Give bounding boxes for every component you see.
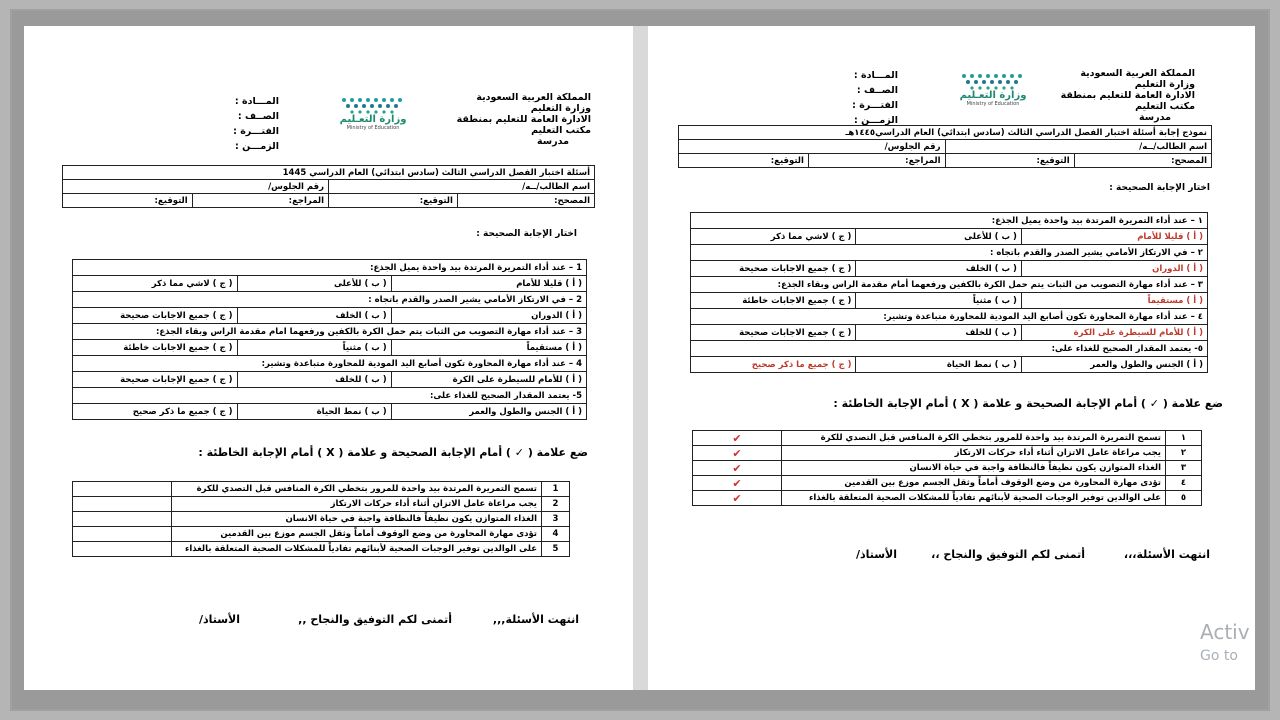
logo-text: وزارة التعـليم [339, 114, 407, 125]
row-number: ٣ [1166, 461, 1202, 476]
activation-watermark-title: Activ [1200, 620, 1250, 644]
option-c: ( ج ) جميع الاجابات خاطئة [73, 340, 238, 356]
answer-cell [73, 482, 172, 497]
page-separator [633, 26, 648, 690]
footer-end: انتهت الأسئلة,,, [492, 613, 579, 626]
option-c: ( ج ) جميع الاجابات صحيحة [73, 308, 238, 324]
question-text: ٢ – في الارتكاز الأمامي يشير الصدر والقدم باتجاه : [691, 245, 1208, 261]
row-number: 3 [542, 512, 570, 527]
row-number: 2 [542, 497, 570, 512]
answer-key-page [648, 26, 1255, 690]
statement: يجب مراعاة عامل الاتزان أثناء أداء حركات الارتكاز [172, 497, 542, 512]
option-a: ( أ ) مستقيماً [391, 340, 586, 356]
meta-subject: المـــادة : [853, 70, 898, 81]
seat-number-field: رقم الجلوس/ [679, 140, 946, 154]
option-a-correct: ( أ ) مستقيماً [1021, 293, 1207, 309]
meta-grade: الصــف : [856, 85, 898, 96]
seat-number-field: رقم الجلوس/ [63, 180, 329, 194]
statement: يجب مراعاة عامل الاتزان أثناء أداء حركات الارتكاز [782, 446, 1166, 461]
exam-meta [233, 94, 279, 154]
check-mark-icon: ✔ [693, 446, 782, 461]
activation-watermark-subtitle: Go to [1200, 648, 1238, 664]
meta-period: الفتـــرة : [233, 126, 279, 137]
signature-field: التوقيع: [945, 154, 1074, 168]
option-b: ( ب ) مثنياً [237, 340, 391, 356]
section-mcq-title: اختار الإجابة الصحيحة : [476, 229, 577, 239]
option-a: ( أ ) للأمام للسيطرة على الكرة [391, 372, 586, 388]
check-mark-icon: ✔ [693, 431, 782, 446]
row-number: ٤ [1166, 476, 1202, 491]
student-name-field: اسم الطالب/ــه/ [329, 180, 595, 194]
answer-cell [73, 512, 172, 527]
section-truefalse-title: ضع علامة ( ✓ ) أمام الإجابة الصحيحة و علامة ( X ) أمام الإجابة الخاطئة : [198, 446, 588, 459]
logo-subtext: Ministry of Education [966, 101, 1020, 107]
question-text: 3 – عند أداء مهارة التصويب من الثبات يتم حمل الكرة بالكفين ورفعهما امام مقدمة الراس وبقاء الجذع: [73, 324, 587, 340]
answer-cell [73, 527, 172, 542]
ministry-logo [338, 96, 408, 131]
footer-teacher: الأستاذ/ [198, 613, 240, 626]
school-header [457, 92, 591, 147]
option-a-correct: ( أ ) الدوران [1021, 261, 1207, 277]
option-b: ( ب ) نمط الحياة [856, 357, 1021, 373]
option-c: ( ج ) لاشي مما ذكر [73, 276, 238, 292]
option-a: ( أ ) قليلا للأمام [391, 276, 586, 292]
option-a: ( أ ) الدوران [391, 308, 586, 324]
statement: على الوالدين توفير الوجبات الصحية لأبنائهم تفادياً للمشكلات الصحية المتعلقة بالغذاء [172, 542, 542, 557]
header-line: المملكة العربية السعودية [1080, 68, 1195, 79]
option-b: ( ب ) مثنياً [856, 293, 1021, 309]
statement: الغذاء المتوازن يكون نظيفاً فالنظافة واجبة في حياة الانسان [172, 512, 542, 527]
option-a-correct: ( أ ) قليلا للأمام [1021, 229, 1207, 245]
header-line: مكتب التعليم [531, 125, 591, 136]
option-b: ( ب ) الخلف [237, 308, 391, 324]
logo-dots-icon [338, 96, 408, 114]
footer-end: انتهت الأسئلة،،، [1123, 548, 1210, 561]
option-c: ( ج ) لاشي مما ذكر [691, 229, 856, 245]
exam-title: نموذج إجابة أسئلة اختبار الفصل الدراسي الثالث (سادس ابتدائي) العام الدراسي١٤٤٥هـ [679, 126, 1212, 140]
question-text: 4 – عند أداء مهارة المحاورة تكون أصابع اليد المودية للمحاورة متباعدة وتشير: [73, 356, 587, 372]
logo-dots-icon [958, 72, 1028, 90]
header-line: مكتب التعليم [1135, 101, 1195, 112]
row-number: ١ [1166, 431, 1202, 446]
option-b: ( ب ) الخلف [856, 261, 1021, 277]
statement: تؤدى مهارة المحاورة من وضع الوقوف أماماً وثقل الجسم موزع بين القدمين [782, 476, 1166, 491]
header-line: مدرسة [1139, 112, 1171, 123]
exam-title: أسئلة اختبار الفصل الدراسي الثالث (سادس ابتدائي) العام الدراسي 1445 [63, 166, 595, 180]
logo-text: وزارة التعـليم [959, 90, 1027, 101]
meta-time: الزمـــن : [234, 141, 279, 152]
option-c-correct: ( ج ) جميع ما ذكر صحيح [691, 357, 856, 373]
row-number: 5 [542, 542, 570, 557]
option-a: ( أ ) الجنس والطول والعمر [1021, 357, 1207, 373]
statement: الغذاء المتوازن يكون نظيفاً فالنظافة واجبة في حياة الانسان [782, 461, 1166, 476]
section-mcq-title: اختار الإجابة الصحيحة : [1109, 183, 1210, 193]
row-number: 4 [542, 527, 570, 542]
reviewer-field: المراجع: [808, 154, 945, 168]
question-text: ١ – عند أداء التمريرة المرتدة بيد واحدة يميل الجذع: [691, 213, 1208, 229]
header-line: وزارة التعليم [530, 103, 591, 114]
meta-grade: الصــف : [237, 111, 279, 122]
option-b: ( ب ) نمط الحياة [237, 404, 391, 420]
footer-wish: أتمنى لكم التوفيق والنجاح ,, [298, 613, 452, 626]
statement: تسمح التمريرة المرتدة بيد واحدة للمرور بتخطي الكرة المنافس قبل التصدي للكرة [782, 431, 1166, 446]
question-text: ٥- يعتمد المقدار الصحيح للغذاء على: [691, 341, 1208, 357]
reviewer-field: المراجع: [192, 194, 328, 208]
header-line: مدرسة [537, 136, 569, 147]
row-number: ٥ [1166, 491, 1202, 506]
header-line: وزارة التعليم [1134, 79, 1195, 90]
question-text: 2 – في الارتكاز الأمامي يشير الصدر والقدم باتجاه : [73, 292, 587, 308]
signature-field: التوقيع: [63, 194, 193, 208]
question-text: 5- يعتمد المقدار الصحيح للغذاء على: [73, 388, 587, 404]
mcq-table [72, 259, 587, 420]
section-truefalse-title: ضع علامة ( ✓ ) أمام الإجابة الصحيحة و علامة ( X ) أمام الإجابة الخاطئة : [833, 397, 1223, 410]
logo-subtext: Ministry of Education [346, 125, 400, 131]
question-text: 1 – عند أداء التمريرة المرتدة بيد واحدة يميل الجذع: [73, 260, 587, 276]
check-mark-icon: ✔ [693, 476, 782, 491]
option-b: ( ب ) للأعلى [856, 229, 1021, 245]
corrector-field: المصحح: [1074, 154, 1211, 168]
student-info-table [678, 125, 1212, 168]
student-name-field: اسم الطالب/ــه/ [945, 140, 1211, 154]
meta-subject: المـــادة : [234, 96, 279, 107]
student-info-table [62, 165, 595, 208]
header-line: الادارة العامة للتعليم بمنطقة [456, 114, 591, 125]
meta-time: الزمـــن : [853, 115, 898, 126]
truefalse-table [72, 481, 570, 557]
school-header [1061, 68, 1195, 123]
footer-wish: أتمنى لكم التوفيق والنجاح ،، [931, 548, 1085, 561]
ministry-logo [958, 72, 1028, 107]
question-text: ٤ – عند أداء مهارة المحاورة تكون أصابع اليد المودية للمحاورة متباعدة وتشير: [691, 309, 1208, 325]
statement: على الوالدين توفير الوجبات الصحية لأبنائهم تفادياً للمشكلات الصحية المتعلقة بالغذاء [782, 491, 1166, 506]
header-line: الادارة العامة للتعليم بمنطقة [1060, 90, 1195, 101]
option-c: ( ج ) جميع ما ذكر صحيح [73, 404, 238, 420]
header-line: المملكة العربية السعودية [476, 92, 591, 103]
statement: تسمح التمريرة المرتدة بيد واحدة للمرور بتخطي الكرة المنافس قبل التصدي للكرة [172, 482, 542, 497]
row-number: 1 [542, 482, 570, 497]
exam-meta [852, 68, 898, 128]
option-c: ( ج ) جميع الاجابات خاطئة [691, 293, 856, 309]
statement: تؤدى مهارة المحاورة من وضع الوقوف أماماً وثقل الجسم موزع بين القدمين [172, 527, 542, 542]
mcq-table [690, 212, 1208, 373]
option-b: ( ب ) للخلف [856, 325, 1021, 341]
meta-period: الفتـــرة : [852, 100, 898, 111]
option-a-correct: ( أ ) للأمام للسيطرة على الكرة [1021, 325, 1207, 341]
option-b: ( ب ) للأعلى [237, 276, 391, 292]
option-c: ( ج ) جميع الاجابات صحيحة [691, 325, 856, 341]
question-sheet-page [24, 26, 633, 690]
answer-cell [73, 497, 172, 512]
option-c: ( ج ) جميع الاجابات صحيحة [691, 261, 856, 277]
footer-teacher: الأستاذ/ [855, 548, 897, 561]
row-number: ٢ [1166, 446, 1202, 461]
answer-cell [73, 542, 172, 557]
check-mark-icon: ✔ [693, 491, 782, 506]
signature-field: التوقيع: [679, 154, 809, 168]
corrector-field: المصحح: [457, 194, 594, 208]
truefalse-table [692, 430, 1202, 506]
check-mark-icon: ✔ [693, 461, 782, 476]
option-a: ( أ ) الجنس والطول والعمر [391, 404, 586, 420]
question-text: ٣ – عند أداء مهارة التصويب من الثبات يتم حمل الكرة بالكفين ورفعهما أمام مقدمة الراس وبقاء الجذع: [691, 277, 1208, 293]
option-b: ( ب ) للخلف [237, 372, 391, 388]
signature-field: التوقيع: [329, 194, 458, 208]
option-c: ( ج ) جميع الإجابات صحيحة [73, 372, 238, 388]
